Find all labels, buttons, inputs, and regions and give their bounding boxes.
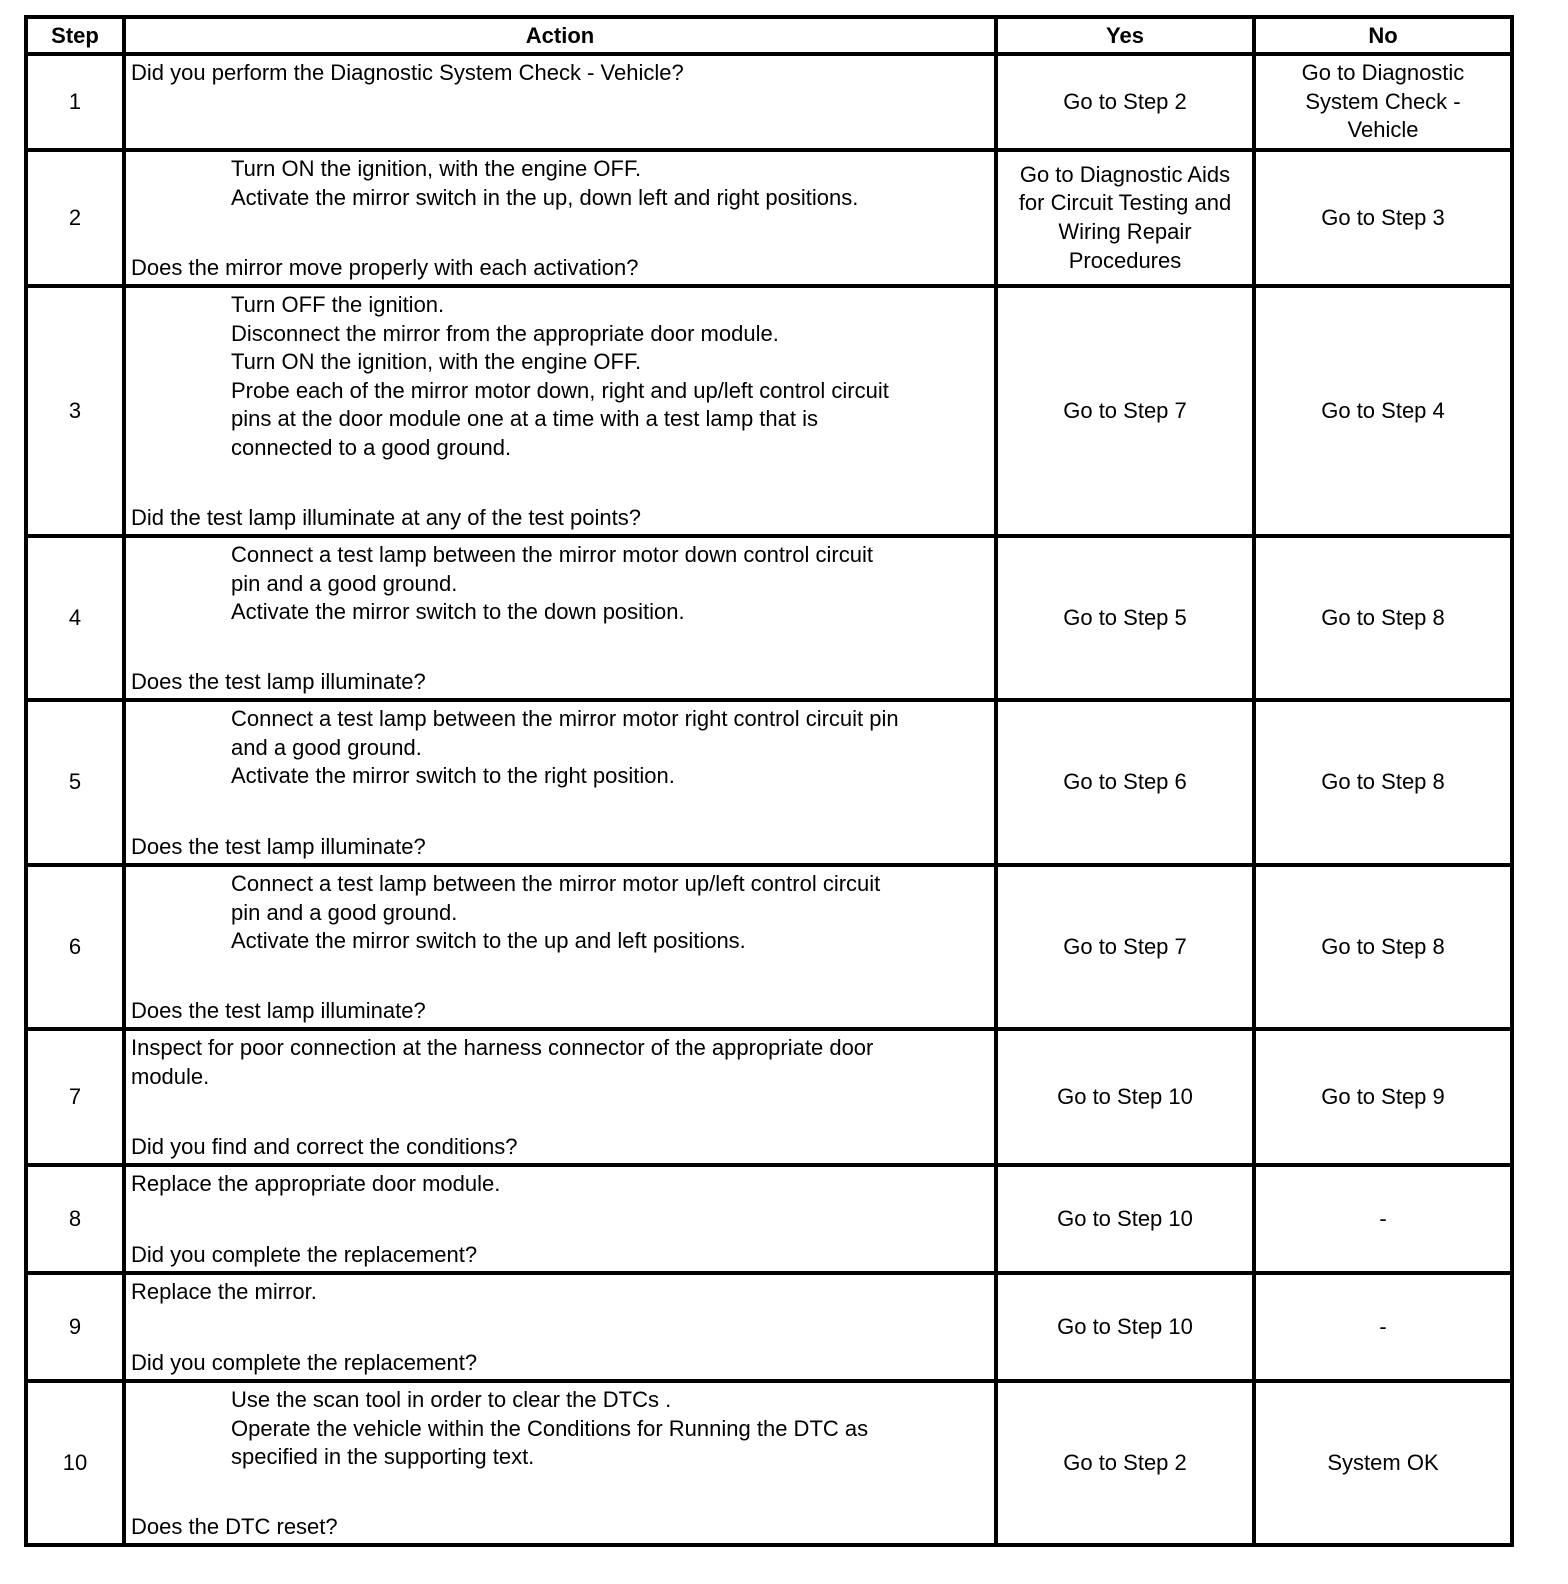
yes-result (996, 865, 1254, 1029)
table-row (26, 865, 1512, 1029)
action-content (126, 538, 994, 698)
yes-result-line: Go to Step 7 (1063, 397, 1187, 423)
action-cell (124, 1381, 996, 1545)
action-instructions (131, 291, 986, 463)
yes-result-line: Go to Step 2 (1063, 1449, 1187, 1475)
action-text-line: Replace the mirror. (131, 1279, 317, 1304)
action-text-line: Did you perform the Diagnostic System Check - Vehicle? (131, 60, 684, 85)
no-result (1254, 54, 1512, 150)
diagnostic-table (24, 15, 1514, 1547)
action-instruction-line: Connect a test lamp between the mirror motor up/left control circuit (231, 871, 881, 896)
action-question: Did you complete the replacement? (131, 1350, 478, 1376)
action-instruction-line: and a good ground. (231, 734, 422, 760)
action-instruction-line: Turn ON the ignition, with the engine OFF. (231, 156, 642, 181)
yes-result-line: Go to Step 10 (1057, 1205, 1193, 1231)
action-instructions (131, 541, 986, 627)
action-cell (124, 536, 996, 700)
step-number: 5 (26, 700, 124, 865)
action-question: Does the test lamp illuminate? (131, 998, 426, 1024)
table-row (26, 1165, 1512, 1273)
no-result-line: Go to Step 3 (1321, 204, 1445, 230)
table-row (26, 54, 1512, 150)
yes-result-line: Wiring Repair (1058, 219, 1192, 244)
action-content (126, 1031, 994, 1163)
no-result-line: - (1379, 1313, 1387, 1339)
action-cell (124, 54, 996, 150)
action-content (126, 1383, 994, 1543)
action-instructions (131, 705, 986, 791)
action-question: Did you find and correct the conditions? (131, 1134, 518, 1160)
action-content (126, 1167, 994, 1271)
action-cell (124, 1273, 996, 1381)
no-result (1254, 1273, 1512, 1381)
yes-result-line: Go to Diagnostic Aids (1019, 161, 1231, 187)
action-instruction-line: Probe each of the mirror motor down, right and up/left control circuit (231, 377, 889, 403)
action-instruction-line: pin and a good ground. (231, 899, 458, 925)
table-body (26, 54, 1512, 1545)
action-instructions (131, 1034, 986, 1091)
no-result-line: Go to Step 8 (1321, 604, 1445, 630)
yes-result-line: Go to Step 10 (1057, 1313, 1193, 1339)
action-instructions (131, 870, 986, 956)
yes-result-line: Procedures (1068, 247, 1182, 273)
action-content (126, 152, 994, 284)
action-instruction-line: Activate the mirror switch to the up and left positions. (231, 928, 746, 954)
step-number: 6 (26, 865, 124, 1029)
action-question: Does the test lamp illuminate? (131, 834, 426, 860)
action-instruction-line: pin and a good ground. (231, 570, 458, 596)
no-result-line: Vehicle (1347, 117, 1419, 143)
yes-result (996, 1273, 1254, 1381)
action-instruction-line: Activate the mirror switch to the right position. (231, 763, 675, 789)
yes-result-line: Go to Step 2 (1063, 88, 1187, 114)
table-row (26, 1029, 1512, 1165)
header-action: Action (124, 17, 996, 54)
action-instruction-line: Activate the mirror switch to the down position. (231, 599, 685, 625)
action-instruction-line: Connect a test lamp between the mirror motor down control circuit (231, 542, 873, 567)
action-instruction-line: Activate the mirror switch in the up, down left and right positions. (231, 184, 859, 210)
step-number: 9 (26, 1273, 124, 1381)
action-question: Does the DTC reset? (131, 1514, 338, 1540)
action-instruction-line: connected to a good ground. (231, 434, 512, 460)
action-text-line: Inspect for poor connection at the harness connector of the appropriate door (131, 1035, 874, 1060)
step-number: 8 (26, 1165, 124, 1273)
header-yes: Yes (996, 17, 1254, 54)
step-number: 4 (26, 536, 124, 700)
action-instruction-line: specified in the supporting text. (231, 1444, 535, 1470)
no-result (1254, 865, 1512, 1029)
yes-result (996, 150, 1254, 286)
action-content (126, 1275, 994, 1379)
action-question: Did the test lamp illuminate at any of the test points? (131, 505, 641, 531)
yes-result-line: Go to Step 5 (1063, 604, 1187, 630)
step-number: 1 (26, 54, 124, 150)
yes-result (996, 1165, 1254, 1273)
yes-result-line: Go to Step 7 (1063, 933, 1187, 959)
action-instruction-line: Turn OFF the ignition. (231, 292, 445, 317)
action-content (126, 702, 994, 863)
yes-result-line: Go to Step 10 (1057, 1083, 1193, 1109)
table-row (26, 1273, 1512, 1381)
header-step: Step (26, 17, 124, 54)
action-instructions (131, 155, 986, 212)
no-result-line: Go to Step 4 (1321, 397, 1445, 423)
no-result-line: Go to Step 9 (1321, 1083, 1445, 1109)
action-instructions (131, 1278, 986, 1307)
action-instructions (131, 1170, 986, 1199)
action-instruction-line: Disconnect the mirror from the appropriate door module. (231, 320, 779, 346)
action-question: Did you complete the replacement? (131, 1242, 478, 1268)
no-result (1254, 150, 1512, 286)
header-no: No (1254, 17, 1512, 54)
action-cell (124, 865, 996, 1029)
no-result (1254, 700, 1512, 865)
no-result (1254, 286, 1512, 536)
no-result-line: Go to Diagnostic (1301, 60, 1465, 86)
step-number: 2 (26, 150, 124, 286)
table-row (26, 150, 1512, 286)
action-question: Does the test lamp illuminate? (131, 669, 426, 695)
action-content (126, 56, 994, 148)
no-result-line: Go to Step 8 (1321, 769, 1445, 795)
table-row (26, 700, 1512, 865)
action-instruction-line: pins at the door module one at a time with a test lamp that is (231, 406, 818, 432)
action-content (126, 288, 994, 534)
action-instruction-line: Operate the vehicle within the Conditions for Running the DTC as (231, 1415, 869, 1441)
table-row (26, 1381, 1512, 1545)
no-result-line: - (1379, 1205, 1387, 1231)
action-cell (124, 1029, 996, 1165)
yes-result (996, 54, 1254, 150)
action-instruction-line: Turn ON the ignition, with the engine OFF. (231, 349, 642, 375)
action-cell (124, 286, 996, 536)
no-result (1254, 1029, 1512, 1165)
no-result (1254, 536, 1512, 700)
action-instruction-line: Connect a test lamp between the mirror motor right control circuit pin (231, 706, 899, 731)
action-question: Does the mirror move properly with each activation? (131, 255, 639, 281)
no-result (1254, 1381, 1512, 1545)
no-result-line: Go to Step 8 (1321, 933, 1445, 959)
step-number: 7 (26, 1029, 124, 1165)
action-text-line: Replace the appropriate door module. (131, 1171, 501, 1196)
no-result-line: System Check - (1305, 88, 1461, 114)
action-cell (124, 1165, 996, 1273)
step-number: 10 (26, 1381, 124, 1545)
table-row (26, 286, 1512, 536)
yes-result (996, 286, 1254, 536)
no-result-line: System OK (1327, 1449, 1439, 1475)
table-row (26, 536, 1512, 700)
yes-result (996, 700, 1254, 865)
no-result (1254, 1165, 1512, 1273)
yes-result (996, 1381, 1254, 1545)
action-content (126, 867, 994, 1027)
action-instructions (131, 59, 986, 88)
action-instructions (131, 1386, 986, 1472)
action-instruction-line: Use the scan tool in order to clear the DTCs . (231, 1387, 672, 1412)
header-row (26, 17, 1512, 54)
action-text-line: module. (131, 1063, 210, 1089)
yes-result-line: Go to Step 6 (1063, 769, 1187, 795)
yes-result-line: for Circuit Testing and (1018, 190, 1232, 216)
step-number: 3 (26, 286, 124, 536)
yes-result (996, 536, 1254, 700)
action-cell (124, 700, 996, 865)
action-cell (124, 150, 996, 286)
yes-result (996, 1029, 1254, 1165)
